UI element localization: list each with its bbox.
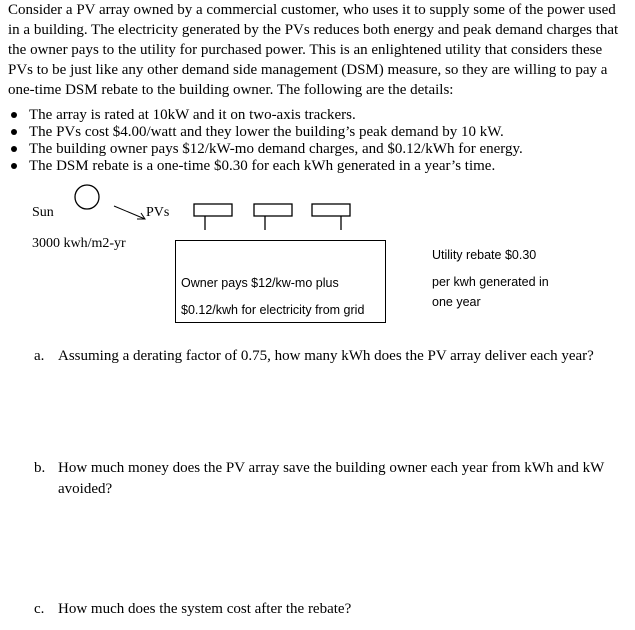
owner-charges-line2: $0.12/kwh for electricity from grid <box>181 303 365 317</box>
problem-intro: Consider a PV array owned by a commercial customer, who uses it to supply some of the power used in a building. The electricity generated by the PVs reduces both energy and peak demand charges that the owner pays to the utility for purchased power. This is an enlightened utility that considers these PVs to be just like any other demand side management (DSM) measure, so they are willing to pay a one-time DSM rebate to the building owner. The following are the details: <box>8 2 619 98</box>
bullet-text: The array is rated at 10kW and it on two-axis trackers. <box>29 107 356 123</box>
pv-label: PVs <box>146 205 170 220</box>
rebate-line1: Utility rebate $0.30 <box>432 248 537 262</box>
sun-icon <box>75 185 99 209</box>
question-letter: b. <box>34 460 46 476</box>
owner-charges-line1: Owner pays $12/kw-mo plus <box>181 276 339 290</box>
rebate-line3: one year <box>432 295 481 309</box>
question-letter: c. <box>34 601 45 617</box>
bullet-icon <box>11 146 17 152</box>
question-letter: a. <box>34 348 45 364</box>
list-item <box>8 141 608 158</box>
pv-panel-icon <box>254 204 292 230</box>
question-text: Assuming a derating factor of 0.75, how many kWh does the PV array deliver each year? <box>58 348 594 364</box>
bullet-icon <box>11 129 17 135</box>
question-a <box>34 346 614 367</box>
question-text: How much money does the PV array save the building owner each year from kWh and kW avoided? <box>58 460 604 497</box>
list-item <box>8 124 608 141</box>
sunlight-arrow <box>114 206 145 219</box>
bullet-icon <box>11 163 17 169</box>
bullet-text: The DSM rebate is a one-time $0.30 for each kWh generated in a year’s time. <box>29 158 496 174</box>
question-c <box>34 599 614 620</box>
list-item <box>8 158 608 175</box>
arrow-head-icon <box>137 213 145 219</box>
pv-panel-icon <box>194 204 232 230</box>
bullet-icon <box>11 112 17 118</box>
sun-label: Sun <box>32 205 54 220</box>
rebate-line2: per kwh generated in <box>432 275 549 289</box>
question-text: How much does the system cost after the rebate? <box>58 601 352 617</box>
details-list <box>8 107 608 175</box>
pv-panel-icon <box>312 204 350 230</box>
bullet-text: The PVs cost $4.00/watt and they lower the building’s peak demand by 10 kW. <box>29 124 504 140</box>
bullet-text: The building owner pays $12/kW-mo demand charges, and $0.12/kWh for energy. <box>29 141 523 157</box>
list-item <box>8 107 608 124</box>
irradiance-label: 3000 kwh/m2-yr <box>32 236 126 251</box>
question-b <box>34 458 614 500</box>
building-owner-box <box>175 240 386 323</box>
